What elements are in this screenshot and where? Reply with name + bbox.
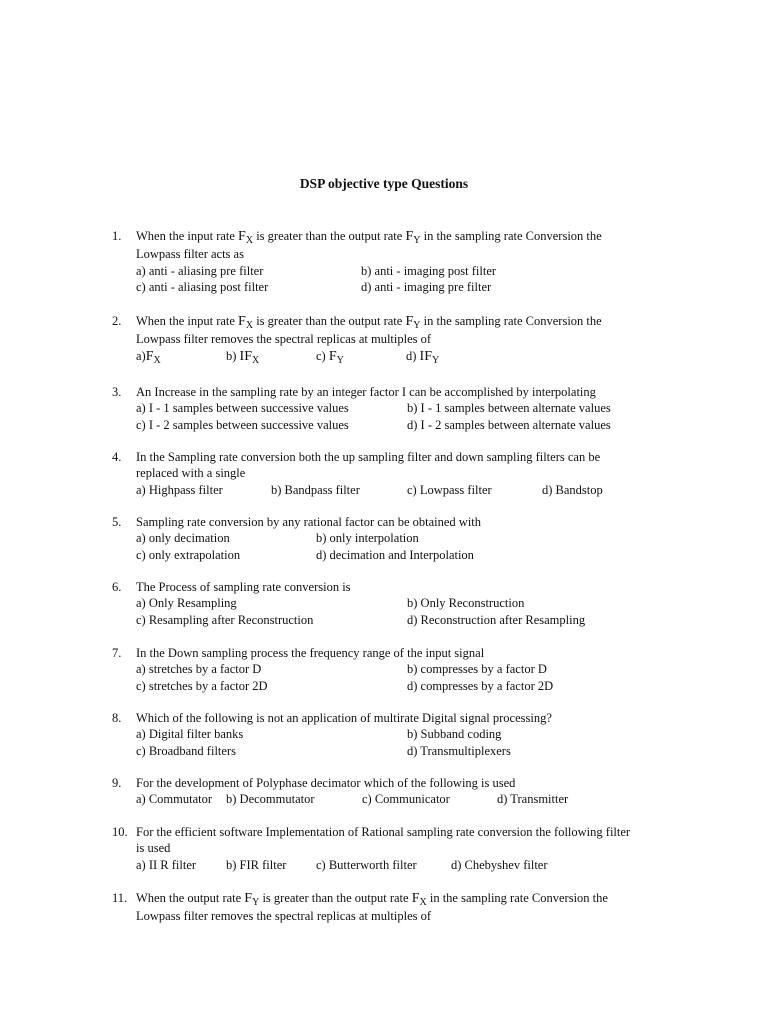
option-row (136, 482, 672, 498)
option-a: $a)F_X$ (136, 348, 161, 366)
option-row (136, 400, 672, 416)
question-1 (112, 228, 672, 295)
option-row (136, 417, 672, 433)
option-c: c) Broadband filters (136, 743, 236, 758)
question-11 (112, 890, 672, 925)
question-10 (112, 824, 672, 873)
question-text: When the input rate $F_X$ is greater than the output rate $F_Y$ in the sampling rate Conversion the (136, 314, 602, 331)
option-c: c) Resampling after Reconstruction (136, 612, 314, 627)
option-row (136, 678, 672, 694)
option-b: b) Only Reconstruction (407, 596, 525, 611)
option-b: b) Bandpass filter (271, 482, 360, 497)
question-text-line2: Lowpass filter acts as (136, 247, 244, 262)
question-text-line2: Lowpass filter removes the spectral replicas at multiples of (136, 332, 432, 347)
option-row (136, 857, 672, 873)
option-d: d) anti - imaging pre filter (361, 279, 492, 294)
question-text: For the development of Polyphase decimator which of the following is used (136, 776, 516, 790)
question-number: 1. (112, 229, 122, 243)
option-c: c) $F_Y$ (316, 348, 344, 366)
question-text: In the Sampling rate conversion both the up sampling filter and down sampling filters can be (136, 450, 601, 464)
option-row (136, 791, 672, 807)
option-d: d) decimation and Interpolation (316, 547, 474, 562)
question-text: Which of the following is not an application of multirate Digital signal processing? (136, 711, 552, 725)
option-b: b) $IF_X$ (226, 348, 260, 366)
option-d: d) I - 2 samples between alternate values (407, 417, 611, 432)
question-3 (112, 384, 672, 433)
option-d: d) Transmultiplexers (407, 743, 511, 758)
question-text: Sampling rate conversion by any rational factor can be obtained with (136, 515, 482, 529)
question-number: 3. (112, 385, 122, 399)
option-d: d) Bandstop (542, 482, 603, 497)
option-a: a) Digital filter banks (136, 727, 244, 742)
option-b: b) I - 1 samples between alternate values (407, 401, 611, 416)
question-8 (112, 710, 672, 759)
question-number: 10. (112, 825, 128, 839)
option-a: a) only decimation (136, 531, 230, 546)
question-text-line2: is used (136, 841, 171, 856)
question-number: 4. (112, 450, 122, 464)
option-c: c) Lowpass filter (407, 482, 492, 497)
option-b: b) Subband coding (407, 727, 502, 742)
question-text-line2: replaced with a single (136, 466, 246, 481)
option-d: d) $IF_Y$ (406, 348, 440, 366)
option-d: d) compresses by a factor 2D (407, 678, 554, 693)
option-a: a) stretches by a factor D (136, 662, 262, 677)
option-row (136, 530, 672, 546)
question-text: When the output rate $F_Y$ is greater than the output rate $F_X$ in the sampling rate Conversion the (136, 891, 608, 908)
question-5 (112, 514, 672, 563)
question-9 (112, 775, 672, 808)
option-d: d) Transmitter (497, 792, 569, 807)
option-d: d) Chebyshev filter (451, 857, 548, 872)
option-b: b) anti - imaging post filter (361, 263, 497, 278)
question-number: 11. (112, 891, 128, 905)
option-b: b) FIR filter (226, 857, 287, 872)
question-text: When the input rate $F_X$ is greater than the output rate $F_Y$ in the sampling rate Conversion the (136, 229, 602, 246)
question-4 (112, 449, 672, 498)
option-row (136, 348, 672, 368)
question-2 (112, 313, 672, 368)
question-text-line2: Lowpass filter removes the spectral replicas at multiples of (136, 909, 432, 924)
option-b: b) only interpolation (316, 531, 419, 546)
question-7 (112, 645, 672, 694)
page-title: DSP objective type Questions (299, 176, 469, 191)
question-number: 5. (112, 515, 122, 529)
question-text: The Process of sampling rate conversion is (136, 580, 351, 594)
option-row (136, 726, 672, 742)
option-row (136, 612, 672, 628)
question-number: 7. (112, 646, 122, 660)
option-c: c) stretches by a factor 2D (136, 678, 268, 693)
option-d: d) Reconstruction after Resampling (407, 612, 586, 627)
option-a: a) Only Resampling (136, 596, 237, 611)
option-b: b) compresses by a factor D (407, 662, 547, 677)
option-row (136, 547, 672, 563)
option-a: a) Commutator (136, 792, 213, 807)
question-text: In the Down sampling process the frequency range of the input signal (136, 646, 485, 660)
option-a: a) II R filter (136, 857, 197, 872)
option-row (136, 743, 672, 759)
question-number: 6. (112, 580, 122, 594)
option-c: c) Communicator (362, 792, 450, 807)
question-6 (112, 579, 672, 628)
option-a: a) I - 1 samples between successive values (136, 401, 349, 416)
option-c: c) Butterworth filter (316, 857, 417, 872)
option-a: a) Highpass filter (136, 482, 223, 497)
option-row (136, 279, 672, 295)
option-c: c) only extrapolation (136, 547, 241, 562)
question-number: 2. (112, 314, 122, 328)
option-c: c) I - 2 samples between successive values (136, 417, 349, 432)
question-number: 8. (112, 711, 122, 725)
option-row (136, 595, 672, 611)
option-c: c) anti - aliasing post filter (136, 279, 269, 294)
question-text: For the efficient software Implementation of Rational sampling rate conversion the following filter (136, 825, 631, 839)
option-b: b) Decommutator (226, 792, 315, 807)
question-number: 9. (112, 776, 122, 790)
option-row (136, 263, 672, 279)
question-text: An Increase in the sampling rate by an integer factor I can be accomplished by interpolating (136, 385, 596, 399)
option-row (136, 661, 672, 677)
option-a: a) anti - aliasing pre filter (136, 263, 264, 278)
